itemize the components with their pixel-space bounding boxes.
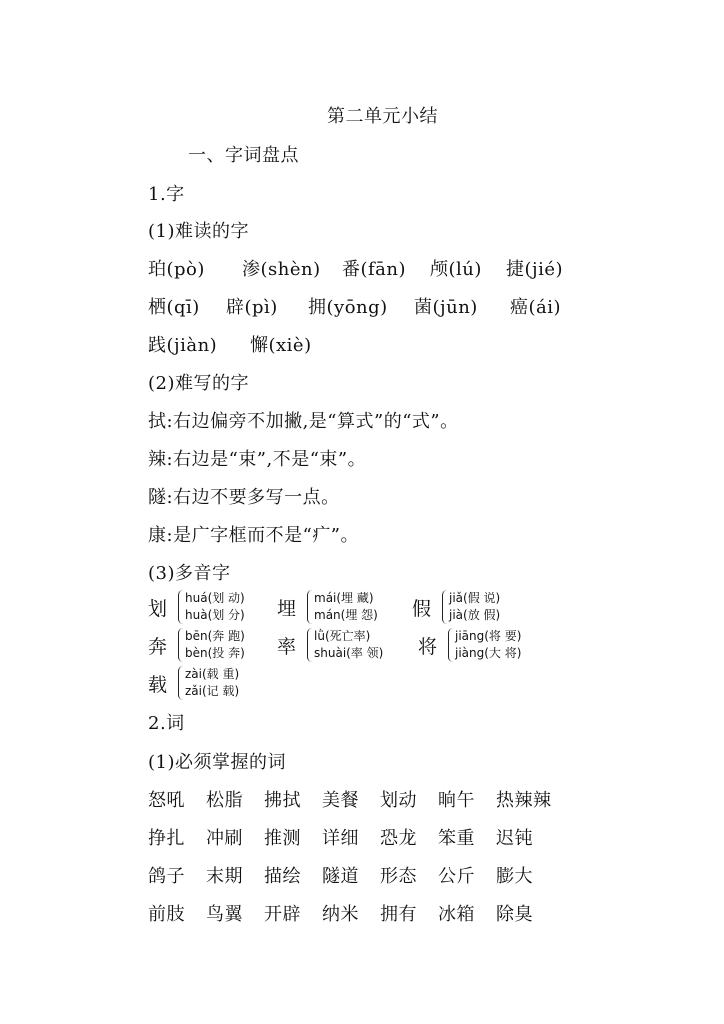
word: 详细	[322, 828, 359, 849]
word: 推测	[264, 828, 301, 849]
word: 前肢	[148, 904, 185, 925]
word: 除臭	[496, 904, 533, 925]
word: 美餐	[322, 790, 359, 811]
hard-read-item: 番(fān)	[342, 259, 407, 280]
hard-read-item: 辟(pì)	[226, 297, 278, 318]
polyphone-char: 划	[148, 597, 168, 620]
hard-read-item: 癌(ái)	[510, 297, 562, 318]
hard-read-item: 颅(lú)	[430, 259, 482, 280]
hard-read-item: 捷(jié)	[506, 259, 564, 280]
polyphone-entry	[277, 628, 383, 662]
brace-icon	[178, 666, 183, 700]
hard-read-item: 菌(jūn)	[414, 297, 478, 318]
page-title: 第二单元小结	[327, 106, 438, 127]
hard-write-note: 隧:右边不要多写一点。	[148, 487, 340, 508]
polyphone-char: 载	[148, 673, 168, 696]
hard-read-item: 渗(shèn)	[242, 259, 321, 280]
word: 描绘	[264, 866, 301, 887]
hard-read-item: 懈(xiè)	[250, 335, 312, 356]
polyphone-entry	[148, 590, 245, 624]
brace-icon	[448, 628, 453, 662]
word: 末期	[206, 866, 243, 887]
word-row	[148, 866, 554, 888]
polyphone-reading: zài(载 重)	[185, 667, 240, 681]
word: 公斤	[438, 866, 475, 887]
section-heading: 一、字词盘点	[188, 145, 299, 166]
polyphone-entry	[418, 628, 521, 662]
word: 松脂	[206, 790, 243, 811]
hard-read-row	[148, 297, 606, 319]
brace-icon	[178, 628, 183, 662]
polyphone-reading: lǜ(死亡率)	[314, 629, 371, 643]
hard-read-row	[148, 335, 346, 357]
word: 划动	[380, 790, 417, 811]
word: 开辟	[264, 904, 301, 925]
polyphone-entry	[277, 590, 378, 624]
word-row	[148, 904, 554, 926]
word: 膨大	[496, 866, 533, 887]
hard-read-item: 拥(yōng)	[308, 297, 388, 318]
polyphone-entry	[148, 628, 245, 662]
polyphone-reading: huá(划 动)	[185, 591, 245, 605]
hard-read-item: 栖(qī)	[148, 297, 200, 318]
polyphone-reading: mán(埋 怨)	[314, 608, 378, 622]
word: 怒吼	[148, 790, 185, 811]
word: 恐龙	[380, 828, 417, 849]
polyphone-char: 率	[277, 635, 297, 658]
polyphone-entry	[148, 666, 239, 700]
word: 冰箱	[438, 904, 475, 925]
subsection-heading: (2)难写的字	[148, 373, 249, 394]
brace-icon	[178, 590, 183, 624]
word: 纳米	[322, 904, 359, 925]
word: 迟钝	[496, 828, 533, 849]
word: 隧道	[322, 866, 359, 887]
word: 笨重	[438, 828, 475, 849]
polyphone-entry	[412, 590, 500, 624]
hard-write-note: 拭:右边偏旁不加撇,是“算式”的“式”。	[148, 411, 459, 432]
word: 拥有	[380, 904, 417, 925]
subsection-heading: (1)难读的字	[148, 221, 249, 242]
hard-read-item: 珀(pò)	[148, 259, 205, 280]
part-heading: 2.词	[148, 713, 185, 734]
word: 冲刷	[206, 828, 243, 849]
word: 形态	[380, 866, 417, 887]
word-row	[148, 828, 554, 850]
polyphone-reading: zǎi(记 载)	[185, 684, 240, 698]
hard-read-item: 践(jiàn)	[148, 335, 218, 356]
polyphone-reading: jiǎ(假 说)	[449, 591, 501, 605]
polyphone-char: 埋	[277, 597, 297, 620]
brace-icon	[442, 590, 447, 624]
polyphone-reading: bēn(奔 跑)	[185, 629, 245, 643]
word: 热辣辣	[496, 790, 552, 811]
word: 鸽子	[148, 866, 185, 887]
brace-icon	[307, 590, 312, 624]
word: 拂拭	[264, 790, 301, 811]
hard-write-note: 辣:右边是“束”,不是“束”。	[148, 449, 367, 470]
polyphone-reading: jià(放 假)	[449, 608, 501, 622]
hard-write-note: 康:是广字框而不是“疒”。	[148, 525, 359, 546]
polyphone-reading: jiàng(大 将)	[455, 646, 522, 660]
word-row	[148, 790, 554, 812]
part-heading: 1.字	[148, 184, 185, 205]
polyphone-reading: bèn(投 奔)	[185, 646, 245, 660]
polyphone-char: 奔	[148, 635, 168, 658]
hard-read-row	[148, 259, 602, 281]
brace-icon	[307, 628, 312, 662]
subsection-heading: (1)必须掌握的词	[148, 752, 286, 773]
polyphone-reading: mái(埋 藏)	[314, 591, 374, 605]
polyphone-reading: jiāng(将 要)	[455, 629, 522, 643]
polyphone-reading: shuài(率 领)	[314, 646, 384, 660]
word: 挣扎	[148, 828, 185, 849]
word: 鸟翼	[206, 904, 243, 925]
polyphone-reading: huà(划 分)	[185, 608, 245, 622]
polyphone-char: 将	[418, 635, 438, 658]
subsection-heading: (3)多音字	[148, 563, 231, 584]
polyphone-char: 假	[412, 597, 432, 620]
word: 晌午	[438, 790, 475, 811]
